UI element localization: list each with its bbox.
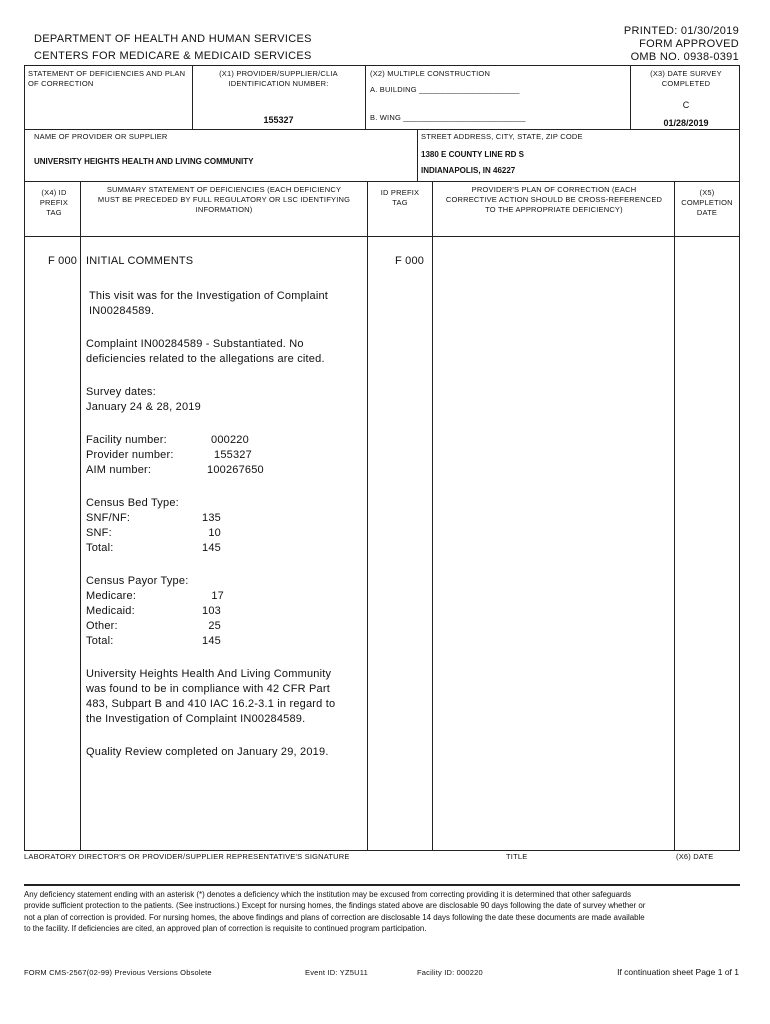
city-state-zip: INDIANAPOLIS, IN 46227 — [421, 166, 516, 175]
rule — [367, 181, 368, 850]
x3-label: (X3) DATE SURVEY COMPLETED — [650, 69, 722, 88]
payor-type: Medicare: — [86, 590, 137, 602]
wing-field: B. WING ____________________________ — [370, 113, 526, 122]
provider-number-value: 155327 — [214, 449, 252, 461]
bed-row — [86, 526, 354, 541]
provider-name: UNIVERSITY HEIGHTS HEALTH AND LIVING COMMUNITY — [34, 157, 254, 166]
bed-row — [86, 541, 354, 556]
rule — [24, 850, 740, 851]
omb-number: OMB NO. 0938-0391 — [630, 51, 739, 63]
payor-type: Other: — [86, 620, 118, 632]
rule — [24, 65, 25, 850]
survey-completed-date: 01/28/2019 — [663, 118, 709, 128]
rule — [24, 129, 740, 130]
rule — [24, 65, 740, 66]
x6-date-label: (X6) DATE — [676, 852, 714, 861]
census-payor-block — [86, 574, 354, 649]
facility-number-label: Facility number: — [86, 434, 167, 446]
payor-type: Medicaid: — [86, 605, 135, 617]
payor-row — [86, 619, 354, 634]
form-approved: FORM APPROVED — [639, 38, 739, 50]
building-field: A. BUILDING _______________________ — [370, 85, 520, 94]
survey-dates-value: January 24 & 28, 2019 — [86, 401, 201, 413]
page-number: If continuation sheet Page 1 of 1 — [617, 967, 739, 977]
rule — [80, 181, 81, 850]
x5-header: (X5) COMPLETION DATE — [681, 188, 733, 217]
payor-count: 17 — [211, 590, 224, 602]
rule — [365, 65, 366, 129]
signature-label: LABORATORY DIRECTOR'S OR PROVIDER/SUPPLIER REPRESENTATIVE'S SIGNATURE — [24, 852, 350, 861]
rule — [24, 236, 740, 237]
plan-header: PROVIDER'S PLAN OF CORRECTION (EACH CORRECTIVE ACTION SHOULD BE CROSS-REFERENCED TO THE APPROPRIATE DEFICIENCY) — [445, 185, 663, 214]
form-number: FORM CMS-2567(02-99) Previous Versions Obsolete — [24, 968, 212, 977]
payor-count: 25 — [208, 620, 221, 632]
rule — [24, 884, 740, 886]
survey-dates-block — [86, 385, 354, 415]
department-title: DEPARTMENT OF HEALTH AND HUMAN SERVICES — [34, 33, 312, 45]
rule — [630, 65, 631, 129]
payor-count: 103 — [202, 605, 221, 617]
provider-number-row — [86, 448, 354, 463]
census-payor-label: Census Payor Type: — [86, 575, 189, 587]
provider-name-label: NAME OF PROVIDER OR SUPPLIER — [34, 132, 168, 141]
rule — [674, 181, 675, 850]
x1-label: (X1) PROVIDER/SUPPLIER/CLIA IDENTIFICATION NUMBER: — [219, 69, 338, 88]
id-header: ID PREFIX TAG — [380, 188, 420, 207]
facility-number-row — [86, 433, 354, 448]
survey-dates-label: Survey dates: — [86, 386, 156, 398]
rule — [192, 65, 193, 129]
bed-type: SNF: — [86, 527, 112, 539]
payor-row — [86, 634, 354, 649]
rule — [24, 181, 740, 182]
summary-header: SUMMARY STATEMENT OF DEFICIENCIES (EACH DEFICIENCY MUST BE PRECEDED BY FULL REGULATORY OR LSC IDENTIFYING INFORMATION) — [97, 185, 351, 214]
event-id: Event ID: YZ5U11 — [305, 968, 368, 977]
bed-row — [86, 511, 354, 526]
statement-label: STATEMENT OF DEFICIENCIES AND PLAN OF CORRECTION — [28, 69, 186, 88]
census-bed-label: Census Bed Type: — [86, 497, 179, 509]
cms-title: CENTERS FOR MEDICARE & MEDICAID SERVICES — [34, 50, 312, 62]
bed-count: 135 — [202, 512, 221, 524]
facility-id: Facility ID: 000220 — [417, 968, 483, 977]
payor-row — [86, 589, 354, 604]
bed-type: Total: — [86, 542, 114, 554]
disclaimer: Any deficiency statement ending with an asterisk (*) denotes a deficiency which the institution may be excused from correcting providing it is determined that other safeguards provide sufficient protection to the patients. (See instructions.) Except for nursing homes, the findings stated above are disclosable 90 days following the date of survey whether or not a plan of correction is provided. For nursing homes, the above findings and plans of correction are disclosable 14 days following the date these documents are made available to the facility. If deficiencies are cited, an approved plan of correction is requisite to continued program participation. — [24, 890, 646, 934]
entry-title: INITIAL COMMENTS — [86, 255, 194, 267]
payor-row — [86, 604, 354, 619]
prefix-tag: F 000 — [48, 255, 78, 267]
visit-paragraph: This visit was for the Investigation of Complaint IN00284589. — [89, 290, 329, 317]
bed-count: 145 — [202, 542, 221, 554]
provider-number-label: Provider number: — [86, 449, 174, 461]
x4-header: (X4) ID PREFIX TAG — [39, 188, 69, 217]
address-label: STREET ADDRESS, CITY, STATE, ZIP CODE — [421, 132, 583, 141]
numbers-block — [86, 433, 354, 478]
rule — [417, 129, 418, 181]
summary-text — [86, 289, 354, 778]
survey-letter: C — [682, 100, 690, 110]
aim-number-row — [86, 463, 354, 478]
bed-count: 10 — [208, 527, 221, 539]
bed-type: SNF/NF: — [86, 512, 131, 524]
payor-type: Total: — [86, 635, 114, 647]
aim-number-value: 100267650 — [207, 464, 264, 476]
facility-number-value: 000220 — [211, 434, 249, 446]
x2-label: (X2) MULTIPLE CONSTRUCTION — [370, 69, 491, 78]
rule — [432, 181, 433, 850]
rule — [739, 65, 740, 850]
provider-id-number: 155327 — [263, 115, 294, 125]
title-label: TITLE — [506, 852, 528, 861]
complaint-paragraph: Complaint IN00284589 - Substantiated. No deficiencies related to the allegations are cited. — [86, 338, 325, 365]
census-bed-block — [86, 496, 354, 556]
quality-review: Quality Review completed on January 29, 2019. — [86, 746, 329, 758]
printed-date: PRINTED: 01/30/2019 — [623, 25, 739, 37]
aim-number-label: AIM number: — [86, 464, 152, 476]
id-prefix-tag: F 000 — [395, 255, 425, 267]
compliance-paragraph: University Heights Health And Living Community was found to be in compliance with 42 CFR Part 483, Subpart B and 410 IAC 16.2-3.1 in regard to the Investigation of Complaint IN00284589. — [86, 668, 336, 725]
payor-count: 145 — [202, 635, 221, 647]
street-address: 1380 E COUNTY LINE RD S — [421, 150, 524, 159]
